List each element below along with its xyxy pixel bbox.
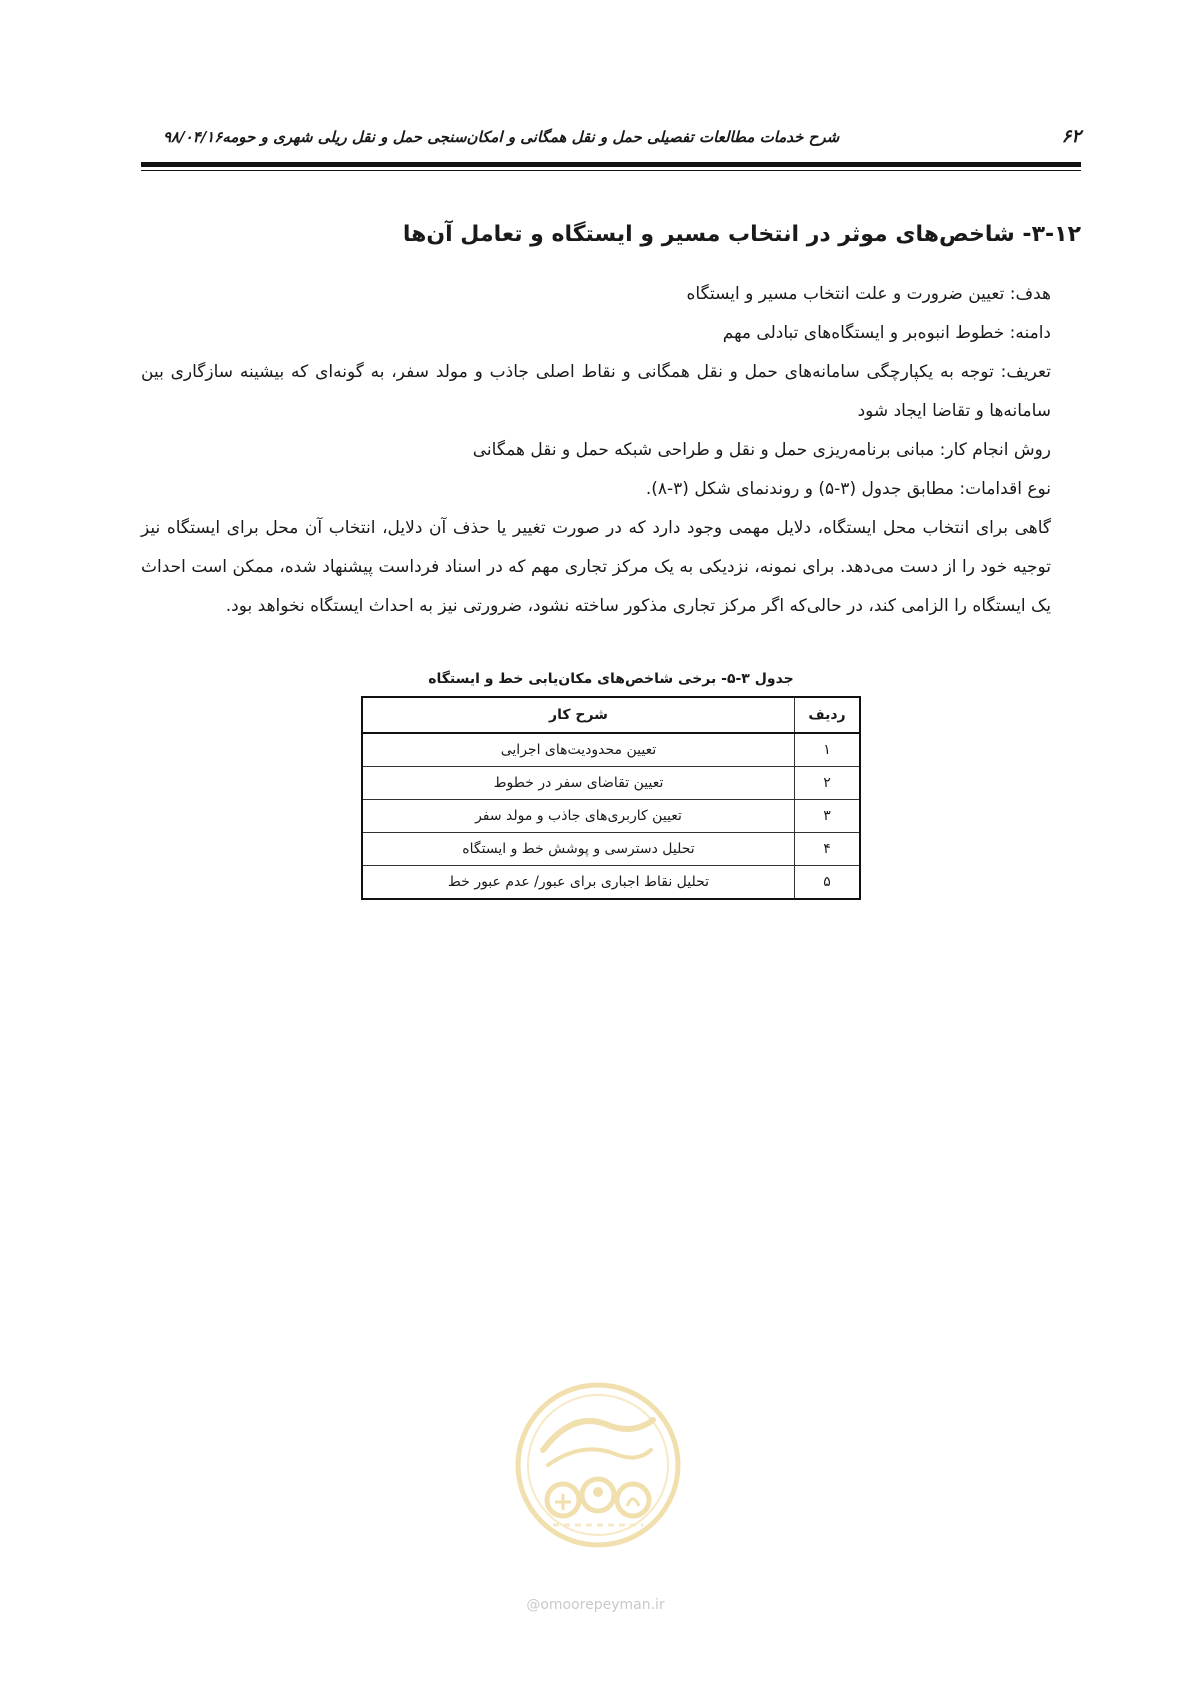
table-row (362, 866, 860, 900)
criteria-table (361, 696, 861, 900)
row-number-cell: ۲ (795, 767, 861, 800)
row-description-cell: تعیین محدودیت‌های اجرایی (362, 733, 795, 767)
criteria-table-block (361, 668, 861, 900)
column-header-row-number: ردیف (795, 697, 861, 733)
body-paragraph: گاهی برای انتخاب محل ایستگاه، دلایل مهمی وجود دارد که در صورت تغییر یا حذف آن دلایل، انتخاب آن محل برای ایستگاه نیز توجیه خود را از دست می‌دهد. برای نمونه، نزدیکی به یک مرکز تجاری مهم که در اسناد فرداست پیشنهاد شده، ممکن است احداث یک ایستگاه را الزامی کند، در حالی‌که اگر مرکز تجاری مذکور ساخته نشود، ضرورتی نیز به احداث ایستگاه نخواهد بود. (141, 518, 1051, 616)
row-number-cell: ۱ (795, 733, 861, 767)
page-number: ۶۲ (1061, 126, 1081, 147)
method-paragraph: روش انجام کار: مبانی برنامه‌ریزی حمل و نقل و طراحی شبکه حمل و نقل همگانی (472, 440, 1051, 460)
row-description-cell: تحلیل نقاط اجباری برای عبور/ عدم عبور خط (362, 866, 795, 900)
row-description-cell: تحلیل دسترسی و پوشش خط و ایستگاه (362, 833, 795, 866)
actions-paragraph: نوع اقدامات: مطابق جدول (۳-۵) و روندنمای شکل (۳-۸). (645, 479, 1051, 499)
goal-paragraph: هدف: تعیین ضرورت و علت انتخاب مسیر و ایستگاه (686, 284, 1051, 304)
running-header (141, 126, 1081, 152)
running-title (141, 128, 839, 146)
watermark-seal-icon (513, 1380, 683, 1550)
header-date: ۹۸/۰۴/۱۶ (163, 128, 223, 146)
table-caption: جدول ۳-۵- برخی شاخص‌های مکان‌یابی خط و ایستگاه (428, 671, 794, 687)
column-header-description: شرح کار (362, 697, 795, 733)
row-description-cell: تعیین کاربری‌های جاذب و مولد سفر (362, 800, 795, 833)
header-document-title: شرح خدمات مطالعات تفصیلی حمل و نقل همگانی و امکان‌سنجی حمل و نقل ریلی شهری و حومه (222, 128, 840, 146)
header-rule-thin (141, 170, 1081, 171)
table-row (362, 767, 860, 800)
row-description-cell: تعیین تقاضای سفر در خطوط (362, 767, 795, 800)
row-number-cell: ۴ (795, 833, 861, 866)
section-heading: ۳-۱۲- شاخص‌های موثر در انتخاب مسیر و ایستگاه و تعامل آن‌ها (402, 222, 1081, 247)
scope-paragraph: دامنه: خطوط انبوه‌بر و ایستگاه‌های تبادلی مهم (722, 323, 1051, 343)
table-row (362, 833, 860, 866)
watermark-logo (513, 1380, 683, 1550)
watermark-url: @omoorepeyman.ir (526, 1597, 665, 1613)
table-row (362, 733, 860, 767)
table-row (362, 800, 860, 833)
row-number-cell: ۳ (795, 800, 861, 833)
page-content (141, 215, 1081, 900)
definition-paragraph: تعریف: توجه به یکپارچگی سامانه‌های حمل و نقل همگانی و نقاط اصلی جاذب و مولد سفر، به گونه‌ای که بیشینه سازگاری بین سامانه‌ها و تقاضا ایجاد شود (141, 362, 1051, 421)
row-number-cell: ۵ (795, 866, 861, 900)
header-rule-thick (141, 162, 1081, 167)
table-header-row (362, 697, 860, 733)
